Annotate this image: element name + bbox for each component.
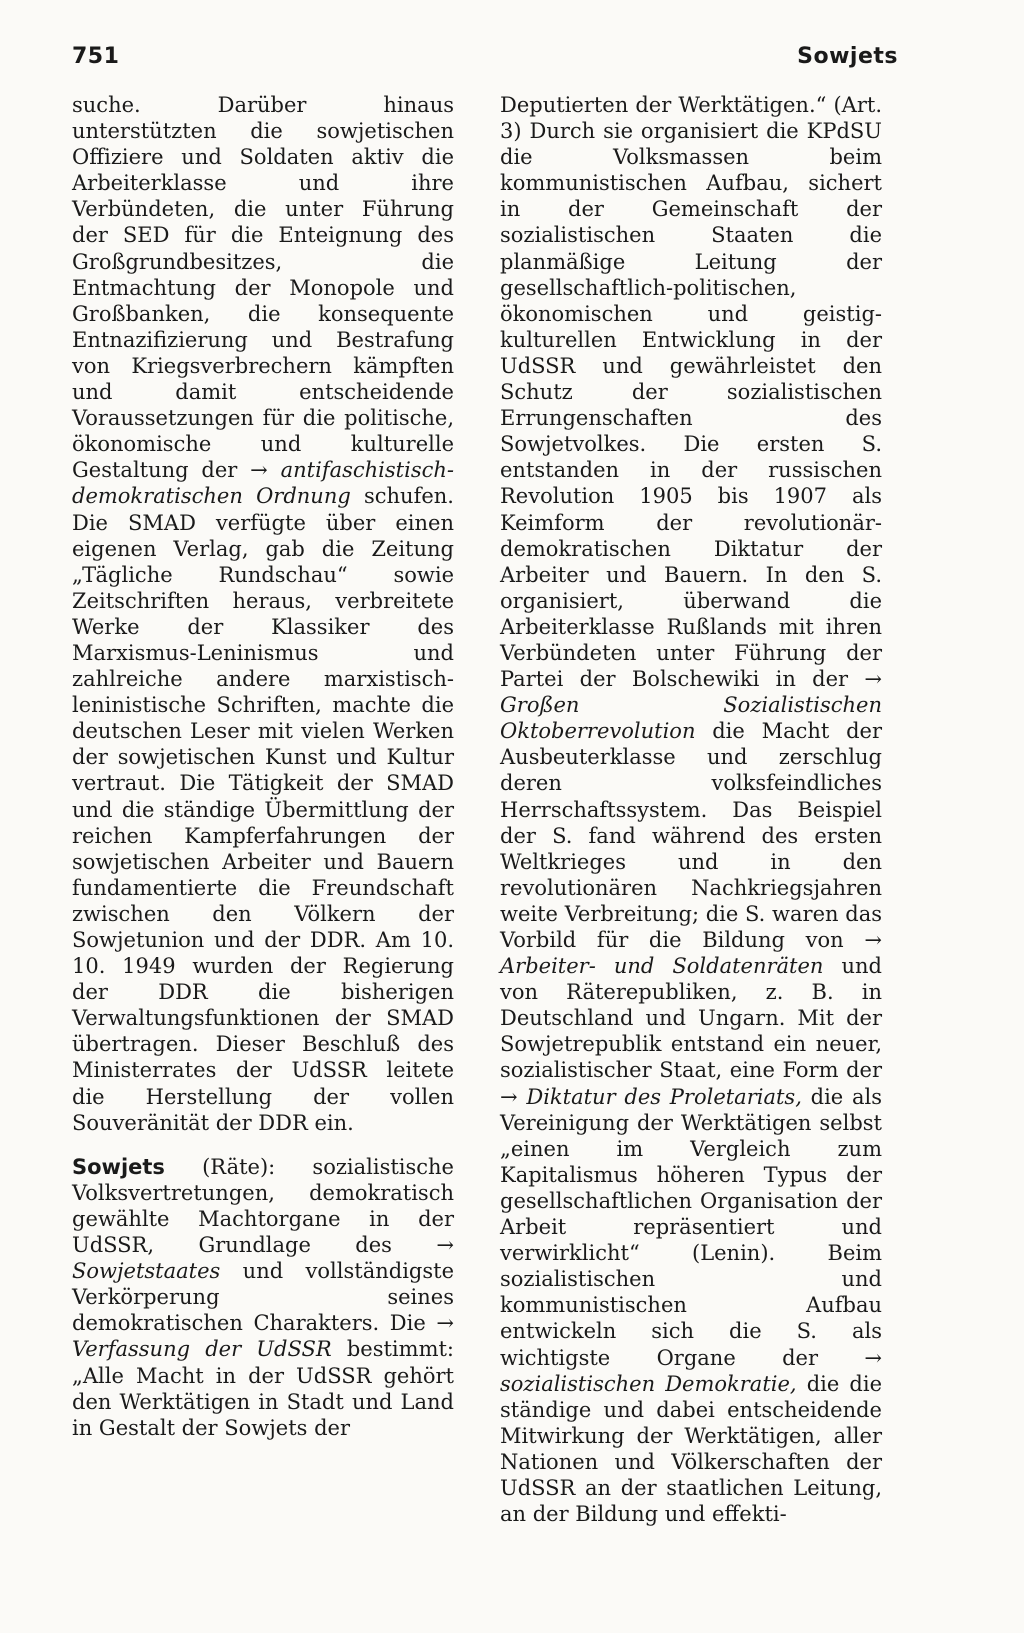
text-run: und von Räterepubliken, z. B. in Deutschland und Ungarn. Mit der Sowjetrepublik entstand ein neuer, sozialistischer Staat, eine Form der	[500, 954, 883, 1083]
right-column	[500, 92, 882, 1527]
cross-reference-arrow-icon: →	[250, 458, 268, 483]
text-run: schufen. Die SMAD verfügte über einen eigenen Verlag, gab die Zeitung „Tägliche Rundschau“ sowie Zeitschriften heraus, verbreitete Werke der Klassiker des Marxismus-Leninismus und zahlreiche andere marxistisch-leninistische Schriften, machte die deutschen Leser mit vielen Werken der sowjetischen Kunst und Kultur vertraut. Die Tätigkeit der SMAD und die ständige Übermittlung der reichen Kampferfahrungen der sowjetischen Arbeiter und Bauern fundamentierte die Freundschaft zwischen den Völkern der Sowjetunion und der DDR. Am 10. 10. 1949 wurden der Regierung der DDR die bisherigen Verwaltungsfunktionen der SMAD übertragen. Dieser Beschluß des Ministerrates der UdSSR leitete die Herstellung der vollen Souveränität der DDR ein.	[72, 484, 454, 1135]
cross-reference-arrow-icon: →	[864, 667, 882, 692]
paragraph-sowjets-continuation	[500, 92, 882, 1527]
cross-reference-demokratie: sozialistischen Demokratie,	[500, 1371, 797, 1396]
text-run: und vollständigste Verkörperung seines demokratischen Charakters. Die	[72, 1259, 454, 1336]
cross-reference-arrow-icon: →	[436, 1233, 454, 1258]
entry-sowjets	[72, 1154, 454, 1441]
cross-reference-antifaschistisch: antifaschistisch-demokratischen Ordnung	[72, 458, 454, 509]
page-number: 751	[72, 44, 120, 69]
cross-reference-arrow-icon: →	[864, 1345, 882, 1370]
cross-reference-arrow-icon: →	[500, 1084, 518, 1109]
text-run: die Macht der Ausbeuterklasse und zerschlug deren volksfeindliches Herrschaftssystem. Das Beispiel der S. fand während des ersten Weltkrieges und in den revolutionären Nachkriegsjahren weite Verbreitung; die S. waren das Vorbild für die Bildung von	[500, 719, 882, 952]
cross-reference-arrow-icon: →	[436, 1311, 454, 1336]
cross-reference-diktatur: Diktatur des Proletariats,	[517, 1084, 802, 1109]
running-head: Sowjets	[797, 44, 898, 69]
cross-reference-arbeiterraete: Arbeiter- und Soldatenräten	[500, 954, 824, 979]
cross-reference-verfassung: Verfassung der UdSSR	[72, 1337, 332, 1362]
cross-reference-oktoberrevolution: Großen Sozialistischen Oktoberrevolution	[500, 693, 882, 744]
entry-headword: Sowjets	[72, 1154, 165, 1179]
text-run: die als Vereinigung der Werktätigen selbst „einen im Vergleich zum Kapitalismus höheren Typus der gesellschaftlichen Organisation der Arbeit repräsentiert und verwirklicht“ (Lenin). Beim sozialistischen und kommunistischen Aufbau entwickeln sich die S. als wichtigste Organe der	[500, 1084, 883, 1370]
text-run: bestimmt: „Alle Macht in der UdSSR gehört den Werktätigen in Stadt und Land in Gestalt der Sowjets der	[72, 1337, 454, 1440]
text-run: die die ständige und dabei entscheidende Mitwirkung der Werktätigen, aller Nationen und Völkerschaften der UdSSR an der staatlichen Leitung, an der Bildung und effekti-	[500, 1371, 883, 1527]
text-run: suche. Darüber hinaus unterstützten die sowjetischen Offiziere und Soldaten aktiv die Arbeiterklasse und ihre Verbündeten, die unter Führung der SED für die Enteignung des Großgrundbesitzes, die Entmachtung der Monopole und Großbanken, die konsequente Entnazifizierung und Bestrafung von Kriegsverbrechern kämpften und damit entscheidende Voraussetzungen für die politische, ökonomische und kulturelle Gestaltung der	[72, 93, 454, 483]
paragraph-smad-continuation	[72, 92, 454, 1136]
cross-reference-arrow-icon: →	[864, 928, 882, 952]
text-run: Deputierten der Werktätigen.“ (Art. 3) Durch sie organisiert die KPdSU die Volksmassen beim kommunistischen Aufbau, sichert in der Gemeinschaft der sozialistischen Staaten die planmäßige Leitung der gesellschaftlich-politischen, ökonomischen und geistig-kulturellen Entwicklung in der UdSSR und gewährleistet den Schutz der sozialistischen Errungenschaften des Sowjetvolkes. Die ersten S. entstanden in der russischen Revolution 1905 bis 1907 als Keimform der revolutionär-demokratischen Diktatur der Arbeiter und Bauern. In den S. organisiert, überwand die Arbeiterklasse Rußlands mit ihren Verbündeten unter Führung der Partei der Bolschewiki in der	[500, 93, 882, 692]
left-column	[72, 92, 454, 1441]
cross-reference-sowjetstaat: Sowjetstaates	[72, 1259, 221, 1284]
text-run: (Räte): sozialistische Volksvertretungen, demokratisch gewählte Machtorgane in der UdSSR, Grundlage des	[72, 1154, 454, 1258]
